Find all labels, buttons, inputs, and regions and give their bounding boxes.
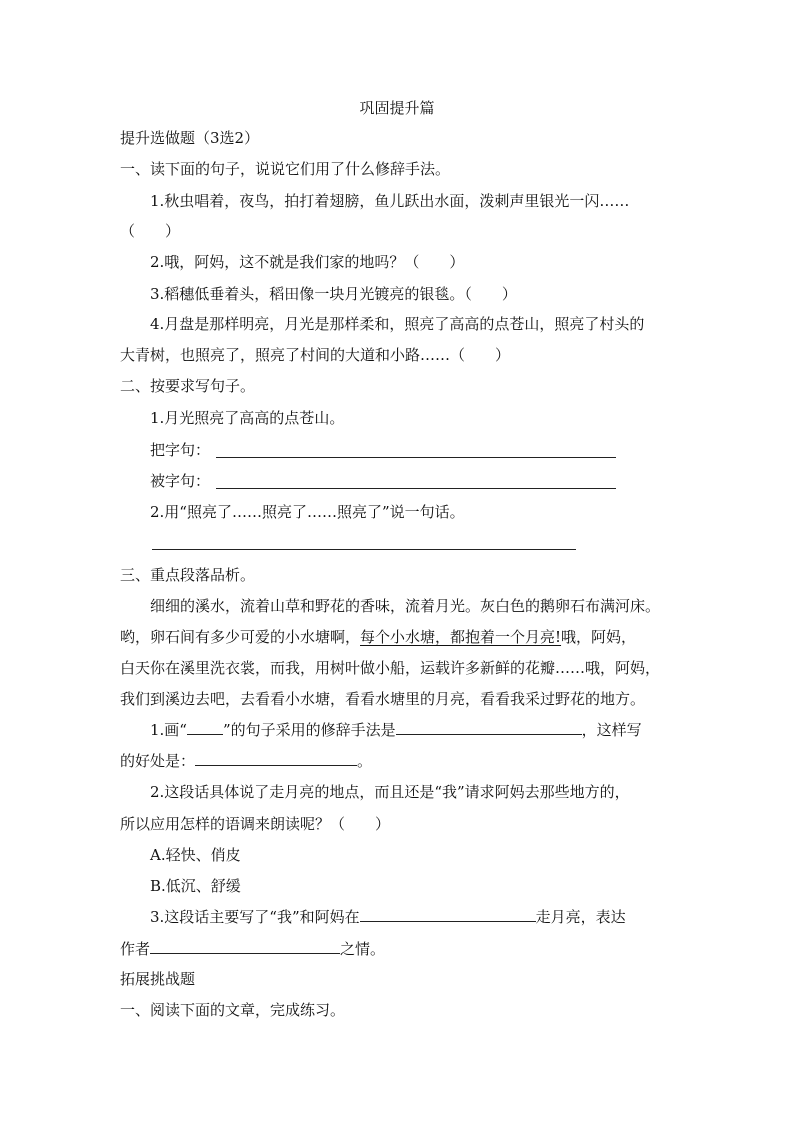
extension-heading: 拓展挑战题 bbox=[120, 970, 196, 988]
ba-answer-line[interactable] bbox=[216, 457, 616, 458]
part1-q1-line1: 1.秋虫唱着，夜鸟，拍打着翅膀，鱼儿跃出水面，泼刺声里银光一闪…… bbox=[150, 192, 630, 210]
ba-label: 把字句： bbox=[150, 441, 211, 459]
part1-heading: 一、读下面的句子，说说它们用了什么修辞手法。 bbox=[120, 160, 451, 178]
section-heading: 提升选做题（3选2） bbox=[120, 129, 260, 147]
part3-q3-line1 bbox=[150, 907, 626, 927]
page-title: 巩固提升篇 bbox=[359, 99, 435, 117]
part1-q1-line2: （ ） bbox=[120, 222, 181, 240]
bei-answer-line[interactable] bbox=[216, 488, 616, 489]
underlined-sentence: 每个小水塘，都抱着一个月亮! bbox=[360, 628, 562, 646]
bei-label: 被字句： bbox=[150, 472, 211, 490]
part3-q3-text-a: 3.这段话主要写了“我”和阿妈在 bbox=[150, 908, 360, 926]
benefit-answer-line[interactable] bbox=[195, 751, 357, 766]
part3-q2-line2: 所以应用怎样的语调来朗读呢？（ ） bbox=[120, 815, 391, 833]
part3-q1-text-d: 的好处是： bbox=[120, 752, 196, 770]
feeling-answer-line[interactable] bbox=[150, 939, 340, 954]
part3-q1-text-c: ，这样写 bbox=[581, 721, 642, 739]
part3-q3-line2 bbox=[120, 939, 385, 959]
part3-q1-line2 bbox=[120, 751, 372, 771]
part3-q3-text-b: 走月亮，表达 bbox=[535, 908, 626, 926]
place-answer-line[interactable] bbox=[360, 907, 536, 922]
part1-q2: 2.哦，阿妈，这不就是我们家的地吗？（ ） bbox=[150, 253, 465, 271]
passage-line4: 我们到溪边去吧，去看看小水塘，看看水塘里的月亮，看看我采过野花的地方。 bbox=[120, 690, 646, 708]
part1-q4-line2: 大青树，也照亮了，照亮了村间的大道和小路……（ ） bbox=[120, 346, 511, 364]
option-b[interactable]: B.低沉、舒缓 bbox=[150, 877, 241, 895]
underline-sample bbox=[187, 720, 223, 735]
part2-q1: 1.月光照亮了高高的点苍山。 bbox=[150, 409, 345, 427]
part3-q3-text-d: 之情。 bbox=[340, 940, 386, 958]
extension-q1: 一、阅读下面的文章，完成练习。 bbox=[120, 1001, 346, 1019]
part1-q3: 3.稻穗低垂着头，稻田像一块月光镀亮的银毯。（ ） bbox=[150, 285, 517, 303]
part2-heading: 二、按要求写句子。 bbox=[120, 377, 256, 395]
passage-line2 bbox=[120, 627, 636, 647]
passage-line2-b: 哦，阿妈， bbox=[561, 628, 637, 646]
part3-q1-text-b: ”的句子采用的修辞手法是 bbox=[222, 721, 396, 739]
part3-q1-text-e: 。 bbox=[357, 752, 373, 770]
passage-line3: 白天你在溪里洗衣裳，而我，用树叶做小船，运载许多新鲜的花瓣……哦，阿妈， bbox=[120, 659, 661, 677]
part2-q2: 2.用“照亮了……照亮了……照亮了”说一句话。 bbox=[150, 503, 465, 521]
passage-line1: 细细的溪水，流着山草和野花的香味，流着月光。灰白色的鹅卵石布满河床。 bbox=[150, 597, 661, 615]
part3-q1-line1 bbox=[150, 720, 642, 740]
option-a[interactable]: A.轻快、俏皮 bbox=[150, 846, 241, 864]
part3-q1-text-a: 1.画“ bbox=[150, 721, 187, 739]
part1-q4-line1: 4.月盘是那样明亮，月光是那样柔和，照亮了高高的点苍山，照亮了村头的 bbox=[150, 315, 645, 333]
passage-line2-a: 哟，卵石间有多少可爱的小水塘啊， bbox=[120, 628, 361, 646]
part3-q3-text-c: 作者 bbox=[120, 940, 151, 958]
part3-heading: 三、重点段落品析。 bbox=[120, 566, 256, 584]
part2-q2-answer-line[interactable] bbox=[152, 549, 576, 550]
part3-q2-line1: 2.这段话具体说了走月亮的地点，而且还是“我”请求阿妈去那些地方的， bbox=[150, 783, 630, 801]
rhetoric-answer-line[interactable] bbox=[396, 720, 582, 735]
